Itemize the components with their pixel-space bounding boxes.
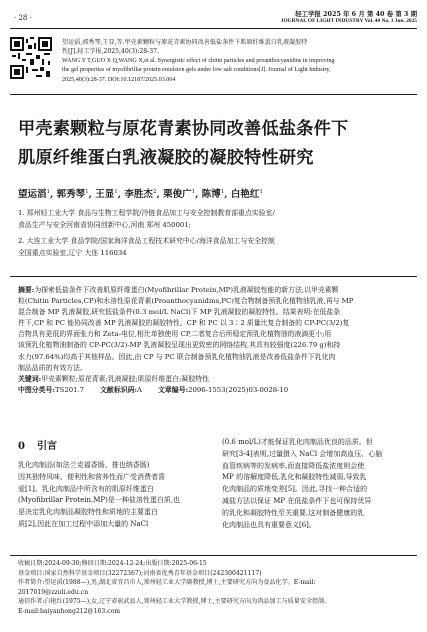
body-line: 减盐方法以保证 MP 在低盐条件下也可保持优异 (222, 496, 372, 505)
author-name: 白艳红 (230, 189, 260, 200)
footnote-line: 2017019@zzuli.edu.cn (18, 588, 89, 596)
body-line: 化肉制品的质地变差[5]。因此,寻找一种合适的 (222, 485, 368, 494)
author-affiliation-mark: 1 (191, 188, 196, 195)
abstract-line: 件下,CP 和 PC 能协同改善 MP 乳液凝胶的凝胶特性。CP 和 PC 以 3∶2 质量比复合制备的 CP-PC(3/2)复 (18, 319, 350, 328)
page-header (10, 8, 417, 26)
abstract-line: 粒(Chitin Particles,CP)和水溶性原花青素(Proanthocyanidins,PC)复合物制备预乳化植物油乳液,再与 MP (18, 297, 354, 306)
article-title-line-2: 肌原纤维蛋白乳液凝胶的凝胶特性研究 (18, 148, 314, 168)
abstract-line: 制品品质的有效方法。 (18, 363, 87, 372)
journal-title-cn: 轻工学报 2025 年 6 月 第 40 卷 第 3 期 (295, 10, 417, 18)
abstract-top-rule (10, 276, 417, 277)
author-list: 望运滔$^1$, 郭秀琴$^1$, 王显$^1$, 李胜杰$^2$, 栗俊广$^1$, 陈博$^1$, 白艳红$^1$ (18, 188, 263, 200)
body-line: 爱[1]。乳化肉制品中所含有的肌原纤维蛋白 (18, 484, 154, 493)
footnote-line: 基金项目:国家自然科学基金项目(32272367);河南省优秀青年基金项目(242300421117) (18, 569, 262, 577)
abstract-block (18, 285, 418, 396)
body-line: 化肉制品也具有重要意义[6]。 (222, 520, 316, 529)
clc-label: 中图分类号: (18, 385, 55, 394)
author-name: 李胜杰 (124, 189, 153, 200)
citation-line: the gel properties of myofibrillar protein emulsion gels under low salt conditions[J]. Journal of Light Industry, (62, 67, 331, 74)
body-line: 血管疾病等的发病率,而直接降低盐浓度则会使 (222, 461, 365, 470)
affiliation-line: 全国重点实验室,辽宁 大连 116034 (18, 249, 127, 257)
citation-block (62, 38, 418, 85)
citation-rule (10, 94, 417, 95)
citation-line: 望运滔,郭秀琴,王显,等.甲壳素颗粒与原花青素协同改善低盐条件下肌原纤维蛋白乳液凝胶特 (62, 39, 308, 46)
article-number-label: 文章编号: (158, 385, 189, 394)
body-column-right (222, 437, 418, 531)
article-title-line-1: 甲壳素颗粒与原花青素协同改善低盐条件下 (18, 119, 349, 139)
author-affiliation-mark: 1 (259, 188, 263, 195)
author-name: 陈博 (201, 189, 221, 200)
abstract-label: 摘要: (18, 286, 35, 294)
footnote-rule (10, 555, 417, 556)
citation-line: 2025,40(3):28-37. DOI:10.12187/2025.03.004 (62, 76, 176, 83)
body-line: (Myofibrillar Protein,MP)是一种盐溶性蛋白质,也 (18, 496, 181, 505)
footnote-line: 作者简介:望运滔(1988—),男,湖北省宜昌市人,郑州轻工业大学副教授,博士,主要研究方向为食品化学。E-mail: (18, 579, 316, 587)
section-title: 引言 (36, 441, 57, 452)
author-affiliation-mark: 1 (220, 188, 225, 195)
author-name: 王显 (95, 189, 115, 200)
clc-number: TS201.7 (55, 385, 85, 394)
section-heading (18, 437, 57, 452)
journal-title-en: JOURNAL OF LIGHT INDUSTRY Vol. 40 No. 3 Jun. 2025 (280, 18, 417, 24)
affiliation-line: 食品生产与安全河南省协同创新中心,河南 郑州 450001; (18, 221, 192, 229)
body-line: MP 的溶解度降低,乳化和凝胶特性减弱,导致乳 (222, 473, 367, 482)
body-line: 研究[3-4]表明,过量摄入 NaCl 会增加高血压、心脑 (222, 449, 383, 458)
author-affiliation-mark: 1 (114, 188, 118, 195)
keywords: 甲壳素颗粒;原花青素;乳液凝胶;肌原纤维蛋白;凝胶特性 (41, 374, 209, 383)
author-name: 栗俊广 (163, 189, 192, 200)
article-number: 2096-1553(2025)03-0028-10 (188, 385, 289, 394)
footnote-line: E-mail:baiyanhong212@163.com (18, 607, 121, 615)
abstract-line: 该预乳化植物油制备的 CP-PC(3/2)-MP 乳液凝胶呈现出更致密的网络结构,其具有较强度(226.79 g)和持 (18, 341, 341, 350)
document-code: A (137, 385, 143, 394)
keywords-label: 关键词: (18, 374, 42, 383)
body-line: (0.6 mol/L)才能保证乳化肉制品优良的品质。但 (222, 438, 373, 446)
body-line: 的乳化和凝胶特性至关重要,这对制备健康的乳 (222, 508, 365, 517)
author-affiliation-mark: 1 (46, 188, 51, 195)
citation-line: 性[J].轻工学报,2025,40(3):28-37. (62, 48, 159, 56)
footnote-block (18, 559, 418, 617)
affiliation-line: 2. 大连工业大学 食品学院/国家海洋食品工程技术研究中心/海洋食品加工与安全控制 (18, 237, 275, 245)
body-line: 因其独特风味、便利性和营养性而广受消费者喜 (18, 472, 165, 481)
footnote-line: 收稿日期:2024-09-30;修回日期:2024-12-24;出版日期:2025-06-15 (18, 560, 207, 567)
document-code-label: 文献标识码: (100, 385, 138, 394)
abstract-line: 混合制备 MP 乳液凝胶,研究低盐条件(0.3 mol/L NaCl)下 MP 乳液凝胶的凝胶特性。结果表明:在低盐条 (18, 308, 341, 317)
author-affiliation-mark: 2 (152, 188, 157, 195)
abstract-line: 水力(97.64%)均高于其他样品。因此,由 CP 与 PC 联合制备预乳化植物油乳液是改善低盐条件下乳化肉 (18, 352, 336, 361)
body-column-left (18, 460, 214, 531)
body-line: 乳化肉制品(如法兰克福香肠、推也纳香肠) (18, 461, 150, 469)
page-number: · 28 · (14, 14, 32, 22)
author-name: 郭秀琴 (56, 189, 86, 200)
section-number: 0 (18, 441, 25, 452)
abstract-line: 为探索低盐条件下改善肌原纤维蛋白(Myofibrillar Protein,MP)乳液凝胶性能的新方法,以甲壳素颗 (34, 286, 339, 294)
citation-line: WANG Y T,GUO X Q,WANG X,et al. Synergistic effect of chitin particles and proanthocyanidins in improving (62, 57, 335, 64)
affiliation-line: 1. 郑州轻工业大学 食品与生物工程学院/冷链食品加工与安全控制教育部重点实验室/ (18, 209, 275, 217)
qr-code-icon (10, 37, 52, 79)
header-rule (10, 28, 417, 29)
body-line: 是决定乳化肉制品凝胶特性和质地的主要蛋白 (18, 508, 158, 517)
author-affiliation-mark: 1 (85, 188, 89, 195)
author-name: 望运滔 (18, 189, 47, 200)
footnote-line: 通信作者:白艳红(1975—),女,辽宁省彰武县人,郑州轻工业大学教授,博士,主要研究方向为肉品加工与质量安全控制。 (18, 598, 331, 606)
abstract-line: 合物具有更低的界面张力和 Zeta-电位,相比单独使用 CP,二者复合后所稳定预乳化植物油的液滴更小;用 (18, 330, 332, 339)
body-line: 质[2],因此在加工过程中添加大量的 NaCl (18, 519, 149, 528)
